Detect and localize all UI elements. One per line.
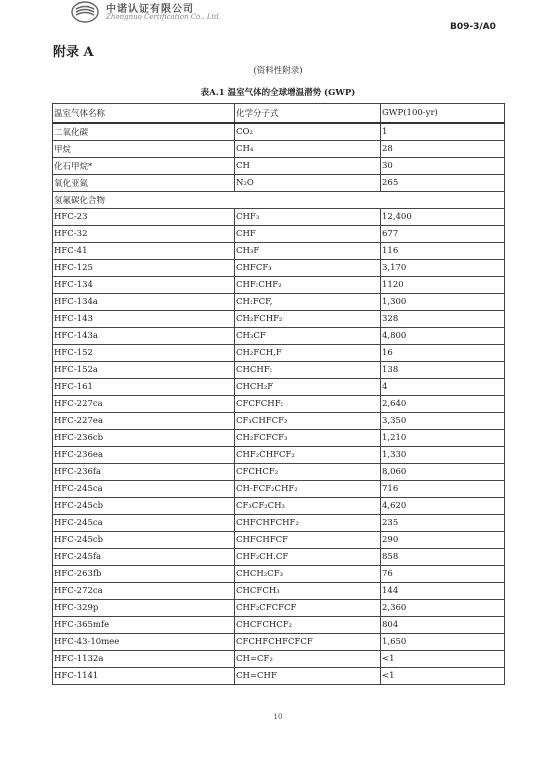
table-row	[53, 311, 505, 328]
gas-name-cell: 化石甲烷*	[53, 158, 235, 175]
formula-cell: CHFCHFCF	[235, 532, 381, 549]
gwp-cell: 116	[381, 243, 505, 260]
gas-name-cell: HFC-134	[53, 277, 235, 294]
page-header	[70, 0, 510, 32]
formula-cell: CHCH₂F	[235, 379, 381, 396]
gwp-cell: 2,640	[381, 396, 505, 413]
gwp-cell: 3,350	[381, 413, 505, 430]
gwp-cell: 4	[381, 379, 505, 396]
table-row	[53, 481, 505, 498]
gas-name-cell: HFC-272ca	[53, 583, 235, 600]
gwp-table	[52, 103, 505, 685]
gwp-cell: 1	[381, 123, 505, 141]
formula-cell: CH=CHF	[235, 668, 381, 685]
formula-cell: CHFCF₃	[235, 260, 381, 277]
gas-name-cell: HFC-1132a	[53, 651, 235, 668]
gas-name-cell: HFC-329p	[53, 600, 235, 617]
table-row	[53, 123, 505, 141]
formula-cell: CH₄	[235, 141, 381, 158]
gas-name-cell: HFC-227ea	[53, 413, 235, 430]
gwp-cell: <1	[381, 668, 505, 685]
table-row	[53, 583, 505, 600]
formula-cell: CH₃CF	[235, 328, 381, 345]
table-row	[53, 515, 505, 532]
formula-cell: CH:FCF,	[235, 294, 381, 311]
table-row	[53, 345, 505, 362]
appendix-title: 附录 A	[53, 45, 94, 60]
formula-cell: CH₂FCH,F	[235, 345, 381, 362]
table-row	[53, 175, 505, 192]
gas-name-cell: HFC-365mfe	[53, 617, 235, 634]
gwp-cell: 144	[381, 583, 505, 600]
gwp-cell: 235	[381, 515, 505, 532]
gwp-cell: 1,650	[381, 634, 505, 651]
gas-name-cell: HFC-143	[53, 311, 235, 328]
gwp-cell: 290	[381, 532, 505, 549]
table-row	[53, 566, 505, 583]
formula-cell: CH₂FCHF₂	[235, 311, 381, 328]
formula-cell: CHCH₂CF₃	[235, 566, 381, 583]
gas-name-cell: HFC-1141	[53, 668, 235, 685]
gwp-cell: <1	[381, 651, 505, 668]
table-row	[53, 294, 505, 311]
gas-name-cell: 甲烷	[53, 141, 235, 158]
table-row	[53, 141, 505, 158]
gwp-cell: 1,330	[381, 447, 505, 464]
formula-cell: CFCHCF₂	[235, 464, 381, 481]
company-name-cn: 中诺认证有限公司	[106, 4, 194, 15]
group-label: 氢氟碳化合物	[53, 192, 505, 209]
gas-name-cell: HFC-245ca	[53, 515, 235, 532]
gwp-cell: 4,620	[381, 498, 505, 515]
gwp-cell: 2,360	[381, 600, 505, 617]
table-row	[53, 430, 505, 447]
gwp-cell: 30	[381, 158, 505, 175]
table-row	[53, 498, 505, 515]
gas-name-cell: HFC-43-10mee	[53, 634, 235, 651]
table-caption: 表A.1 温室气体的全球增温潜势 (GWP)	[200, 88, 356, 98]
gas-name-cell: HFC-152	[53, 345, 235, 362]
gas-name-cell: HFC-236fa	[53, 464, 235, 481]
table-row	[53, 447, 505, 464]
formula-cell: CH=CF₂	[235, 651, 381, 668]
company-logo-icon	[70, 1, 100, 23]
gas-name-cell: 氧化亚氮	[53, 175, 235, 192]
table-row	[53, 328, 505, 345]
gas-name-cell: HFC-134a	[53, 294, 235, 311]
gas-name-cell: HFC-245ca	[53, 481, 235, 498]
formula-cell: CHCFCHCF₂	[235, 617, 381, 634]
table-row	[53, 617, 505, 634]
gwp-cell: 804	[381, 617, 505, 634]
table-row	[53, 600, 505, 617]
gwp-cell: 677	[381, 226, 505, 243]
gwp-cell: 12,400	[381, 209, 505, 226]
gas-name-cell: HFC-32	[53, 226, 235, 243]
gas-name-cell: HFC-236cb	[53, 430, 235, 447]
gas-name-cell: HFC-41	[53, 243, 235, 260]
table-row	[53, 260, 505, 277]
table-group-row	[53, 192, 505, 209]
gwp-cell: 3,170	[381, 260, 505, 277]
formula-cell: CHFCHFCHF₂	[235, 515, 381, 532]
header-formula: 化学分子式	[235, 104, 381, 124]
formula-cell: CFCFCHF:	[235, 396, 381, 413]
table-row	[53, 549, 505, 566]
gwp-cell: 328	[381, 311, 505, 328]
formula-cell: CHF₂CH.CF	[235, 549, 381, 566]
gas-name-cell: HFC-161	[53, 379, 235, 396]
gas-name-cell: HFC-245cb	[53, 532, 235, 549]
header-gas-name: 温室气体名称	[53, 104, 235, 124]
table-row	[53, 277, 505, 294]
formula-cell: CF₃CHFCF₂	[235, 413, 381, 430]
table-row	[53, 158, 505, 175]
gwp-cell: 1,210	[381, 430, 505, 447]
table-row	[53, 413, 505, 430]
formula-cell: CHF₂CHFCF₂	[235, 447, 381, 464]
formula-cell: CHCFCH₃	[235, 583, 381, 600]
appendix-note: (资料性附录)	[253, 66, 303, 76]
gwp-cell: 1,300	[381, 294, 505, 311]
table-row	[53, 243, 505, 260]
gas-name-cell: HFC-245fa	[53, 549, 235, 566]
company-name-en: Zhongnuo Certification Co., Ltd.	[106, 13, 221, 21]
gwp-cell: 4,800	[381, 328, 505, 345]
formula-cell: CHF₂CFCFCF	[235, 600, 381, 617]
formula-cell: CH-FCF₂CHF₂	[235, 481, 381, 498]
gwp-cell: 138	[381, 362, 505, 379]
formula-cell: CHF	[235, 226, 381, 243]
gwp-cell: 265	[381, 175, 505, 192]
gas-name-cell: 二氧化碳	[53, 123, 235, 141]
gas-name-cell: HFC-143a	[53, 328, 235, 345]
gas-name-cell: HFC-227ca	[53, 396, 235, 413]
formula-cell: CFCHFCHFCFCF	[235, 634, 381, 651]
gas-name-cell: HFC-263fb	[53, 566, 235, 583]
table-row	[53, 396, 505, 413]
table-row	[53, 651, 505, 668]
gwp-cell: 76	[381, 566, 505, 583]
gas-name-cell: HFC-125	[53, 260, 235, 277]
gas-name-cell: HFC-152a	[53, 362, 235, 379]
header-gwp: GWP(100-yr)	[381, 104, 505, 124]
page-number: 10	[273, 713, 283, 721]
document-code: B09-3/A0	[450, 22, 496, 32]
gwp-cell: 716	[381, 481, 505, 498]
table-row	[53, 464, 505, 481]
table-row	[53, 226, 505, 243]
formula-cell: N₂O	[235, 175, 381, 192]
formula-cell: CH	[235, 158, 381, 175]
table-row	[53, 209, 505, 226]
formula-cell: CHF:CHF₂	[235, 277, 381, 294]
table-row	[53, 668, 505, 685]
table-header-row	[53, 104, 505, 124]
formula-cell: CHF₃	[235, 209, 381, 226]
gwp-cell: 28	[381, 141, 505, 158]
formula-cell: CF₃CF₂CH₃	[235, 498, 381, 515]
formula-cell: CH₂FCFCF₃	[235, 430, 381, 447]
formula-cell: CH₃F	[235, 243, 381, 260]
gwp-cell: 858	[381, 549, 505, 566]
formula-cell: CO₂	[235, 123, 381, 141]
table-row	[53, 532, 505, 549]
gwp-cell: 16	[381, 345, 505, 362]
gwp-cell: 8,060	[381, 464, 505, 481]
gas-name-cell: HFC-23	[53, 209, 235, 226]
formula-cell: CHCHF:	[235, 362, 381, 379]
gas-name-cell: HFC-236ea	[53, 447, 235, 464]
gwp-cell: 1120	[381, 277, 505, 294]
table-row	[53, 379, 505, 396]
table-row	[53, 362, 505, 379]
gas-name-cell: HFC-245cb	[53, 498, 235, 515]
table-row	[53, 634, 505, 651]
